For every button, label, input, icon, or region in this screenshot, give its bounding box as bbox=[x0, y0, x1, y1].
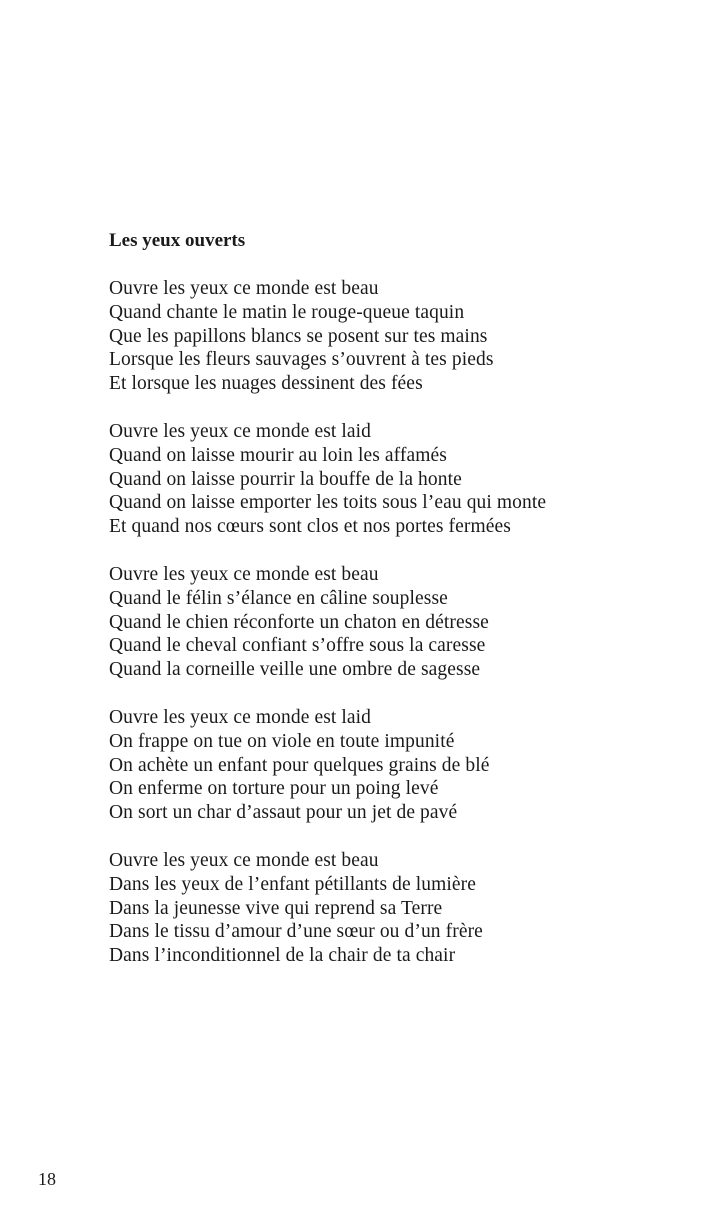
stanza-5 bbox=[109, 849, 699, 968]
poem-line: Ouvre les yeux ce monde est laid bbox=[109, 420, 372, 442]
poem-line: Quand on laisse mourir au loin les affamés bbox=[109, 444, 447, 466]
poem-line: Quand le chien réconforte un chaton en détresse bbox=[109, 611, 489, 633]
poem-line: Ouvre les yeux ce monde est beau bbox=[109, 278, 379, 299]
poem-line: Quand la corneille veille une ombre de sagesse bbox=[109, 659, 481, 681]
poem-title: Les yeux ouverts bbox=[109, 230, 246, 251]
poem-line: Dans la jeunesse vive qui reprend sa Terre bbox=[109, 897, 443, 919]
poem-line: On sort un char d’assaut pour un jet de pavé bbox=[109, 802, 458, 824]
poem-line: Quand chante le matin le rouge-queue taquin bbox=[109, 301, 465, 323]
poem-line: On frappe on tue on viole en toute impunité bbox=[109, 730, 455, 752]
stanza-2 bbox=[109, 420, 699, 539]
poem-line: Et quand nos cœurs sont clos et nos portes fermées bbox=[109, 516, 511, 538]
poem-line: Dans l’inconditionnel de la chair de ta chair bbox=[109, 945, 456, 967]
poem-line: Quand le cheval confiant s’offre sous la caresse bbox=[109, 635, 486, 657]
poem-line: Lorsque les fleurs sauvages s’ouvrent à tes pieds bbox=[109, 349, 494, 371]
poem-line: On achète un enfant pour quelques grains de blé bbox=[109, 754, 490, 776]
poem-line: On enferme on torture pour un poing levé bbox=[109, 778, 439, 800]
stanza-3 bbox=[109, 563, 699, 682]
page-number: 18 bbox=[38, 1169, 56, 1189]
poem-line: Ouvre les yeux ce monde est beau bbox=[109, 849, 379, 871]
poem-line: Que les papillons blancs se posent sur tes mains bbox=[109, 325, 488, 347]
poem-line: Dans les yeux de l’enfant pétillants de lumière bbox=[109, 873, 476, 895]
poem-line: Ouvre les yeux ce monde est beau bbox=[109, 563, 379, 585]
poem-line: Quand le félin s’élance en câline souplesse bbox=[109, 587, 448, 609]
poem-line: Et lorsque les nuages dessinent des fées bbox=[109, 373, 423, 395]
poem bbox=[109, 229, 699, 992]
stanza-1 bbox=[109, 277, 699, 396]
stanza-4 bbox=[109, 706, 699, 825]
poem-line: Quand on laisse pourrir la bouffe de la honte bbox=[109, 468, 462, 490]
poem-line: Dans le tissu d’amour d’une sœur ou d’un frère bbox=[109, 921, 483, 943]
poem-line: Quand on laisse emporter les toits sous l’eau qui monte bbox=[109, 492, 547, 514]
poem-line: Ouvre les yeux ce monde est laid bbox=[109, 706, 372, 728]
